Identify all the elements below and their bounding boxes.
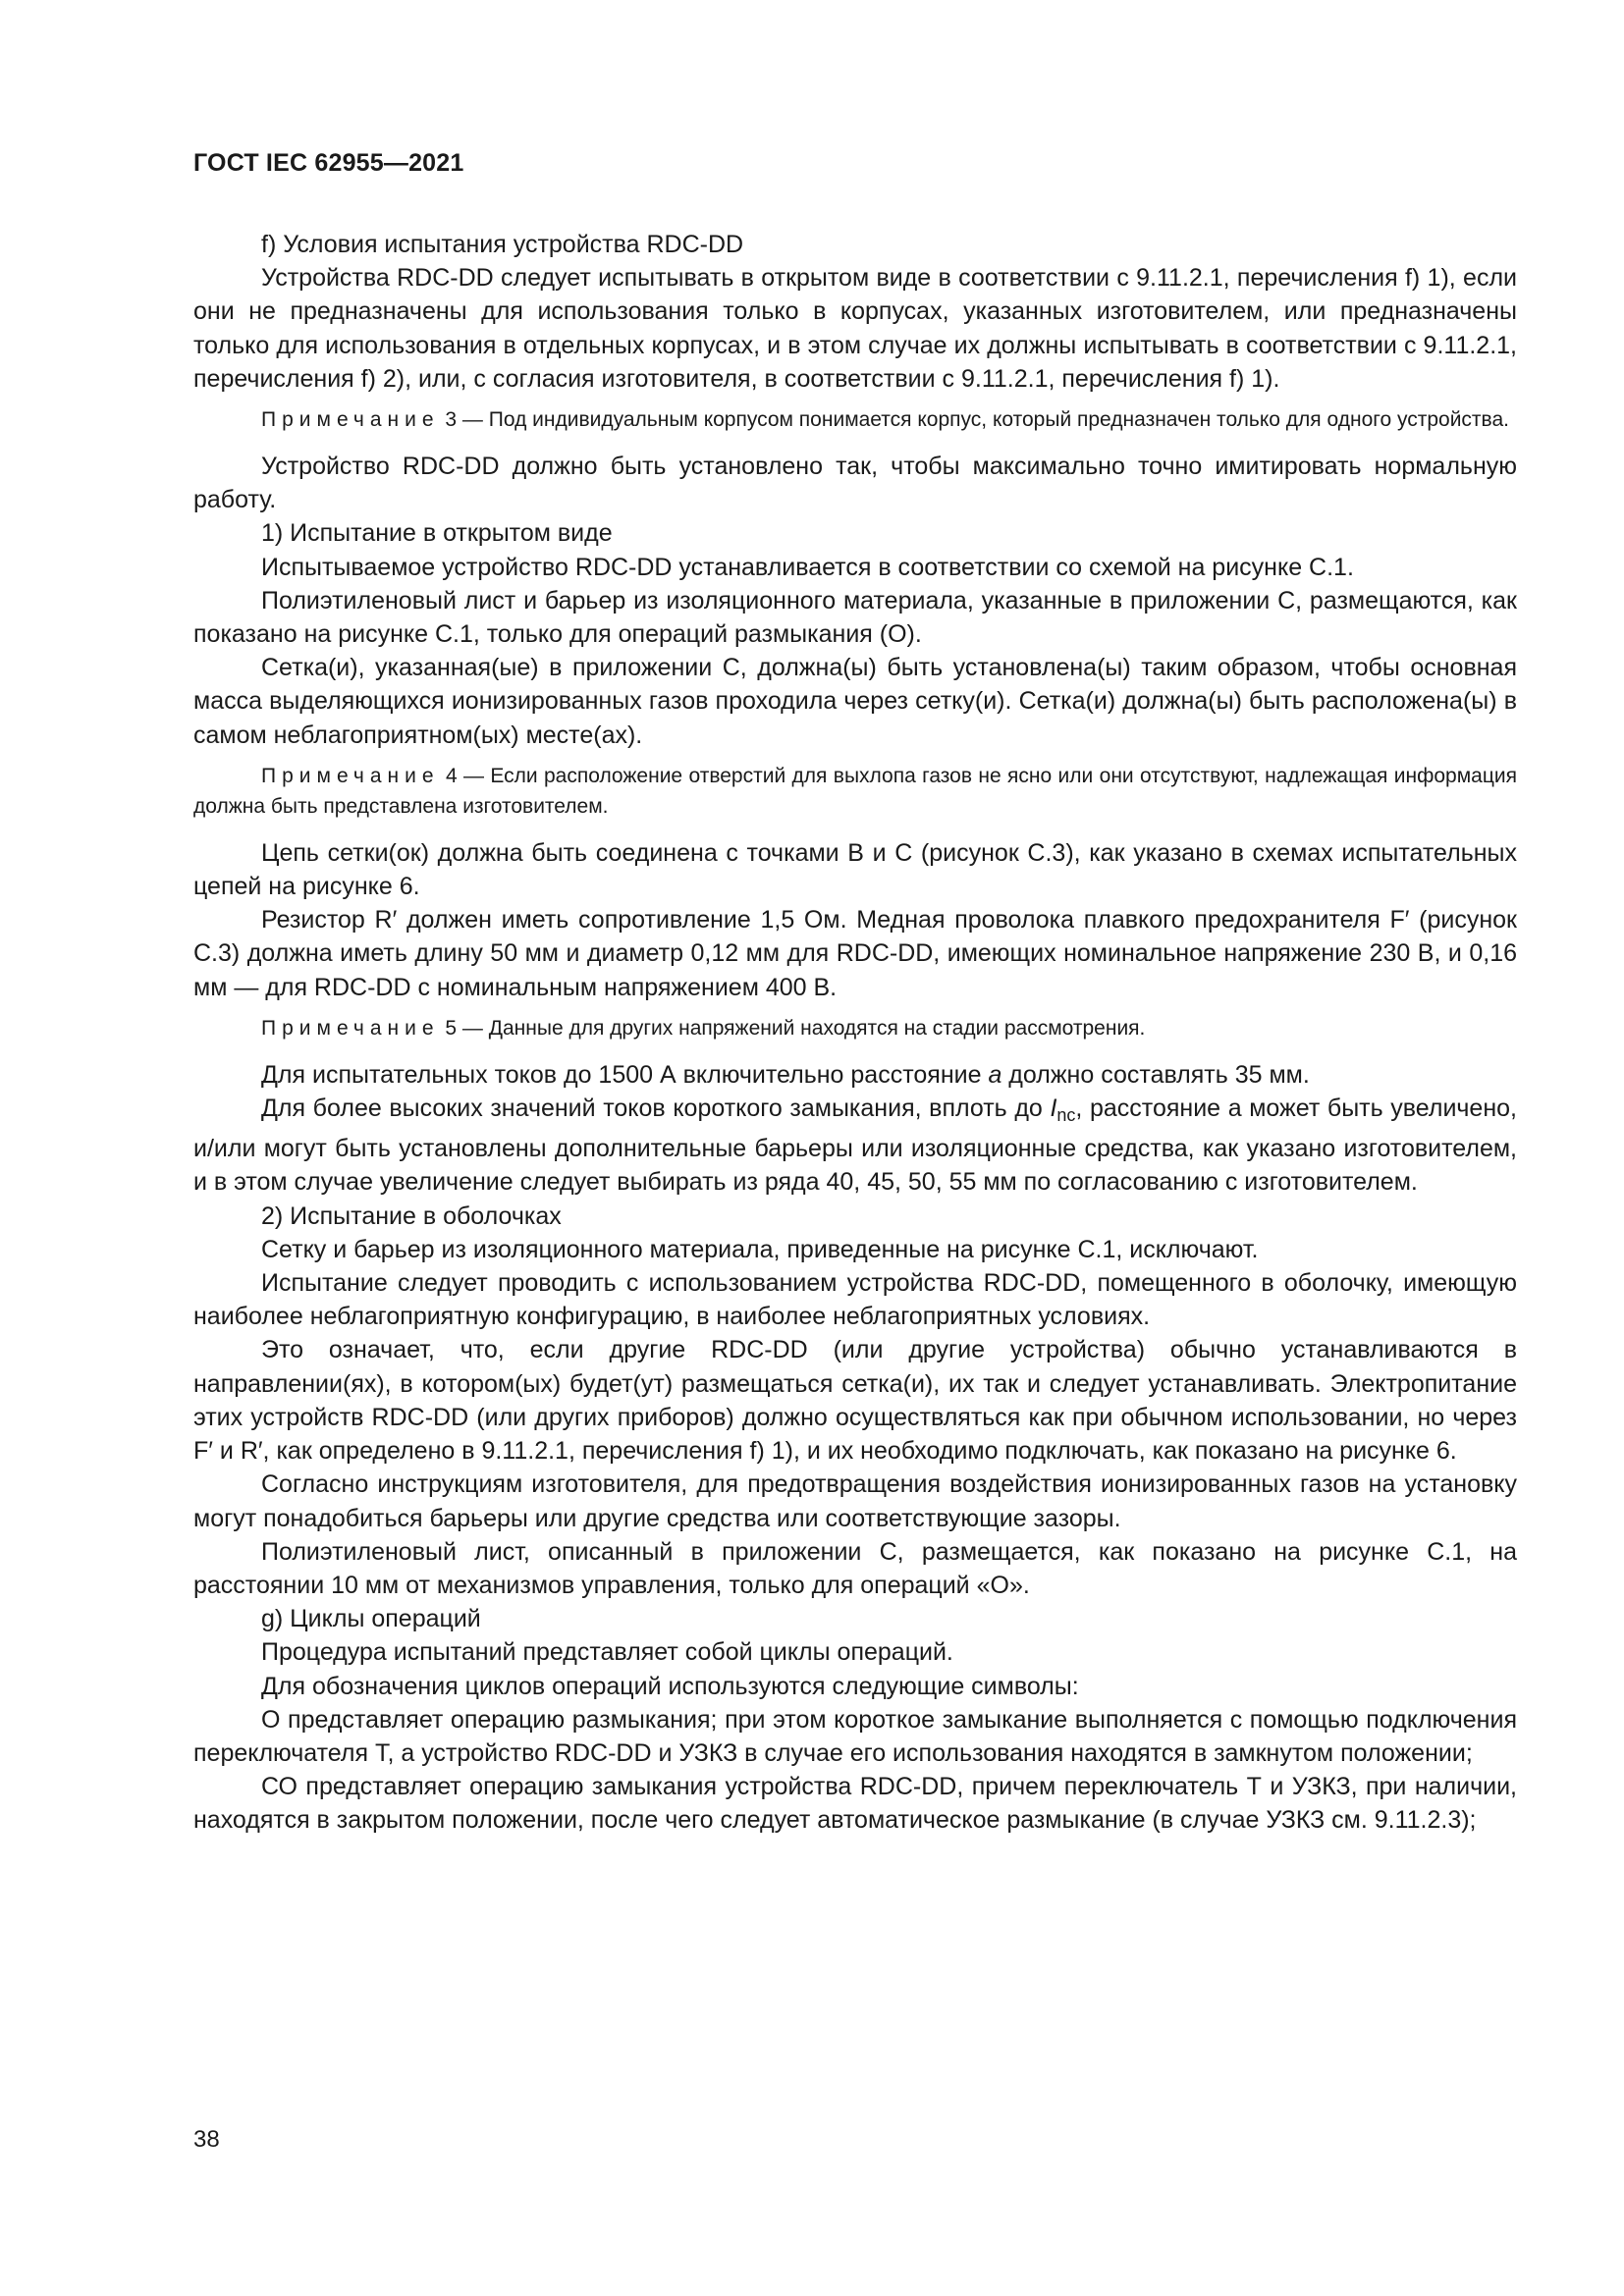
text-run: должно составлять 35 мм.: [1001, 1060, 1310, 1089]
page-number: 38: [193, 2126, 220, 2153]
paragraph: Испытание следует проводить с использованием устройства RDC-DD, помещенного в оболочку, имеющую наиболее неблагоприятную конфигурацию, в наиболее неблагоприятных условиях.: [193, 1269, 1517, 1331]
paragraph: Сетка(и), указанная(ые) в приложении С, должна(ы) быть установлена(ы) таким образом, чтобы основная масса выделяющихся ионизированных газов проходила через сетку(и). Сетка(и) должна(ы) быть расположена(ы) в самом неблагоприятном(ых) месте(ах).: [193, 654, 1517, 749]
paragraph: Испытываемое устройство RDC-DD устанавливается в соответствии со схемой на рисунке С.1.: [261, 553, 1354, 581]
document-header: ГОСТ IEC 62955—2021: [193, 149, 464, 177]
note-3: [193, 404, 1517, 435]
variable-i: I: [1050, 1095, 1057, 1123]
paragraph: Процедура испытаний представляет собой циклы операций.: [261, 1638, 953, 1667]
paragraph: СО представляет операцию замыкания устройства RDC-DD, причем переключатель Т и УЗКЗ, при наличии, находятся в закрытом положении, после чего следует автоматическое размыкание (в случае УЗКЗ см. 9.11.2.3);: [193, 1773, 1517, 1835]
note-label: Примечание: [261, 1016, 440, 1040]
paragraph: Для обозначения циклов операций используются следующие символы:: [261, 1672, 1079, 1700]
note-label: Примечание: [261, 408, 440, 432]
paragraph: Согласно инструкциям изготовителя, для предотвращения воздействия ионизированных газов на установку могут понадобиться барьеры или другие средства или соответствующие зазоры.: [193, 1470, 1517, 1532]
note-text: 5 — Данные для других напряжений находятся на стадии рассмотрения.: [445, 1016, 1146, 1040]
note-5: [193, 1013, 1517, 1043]
note-4: [193, 761, 1517, 822]
variable-a: a: [988, 1060, 1002, 1089]
paragraph: Сетку и барьер из изоляционного материала, приведенные на рисунке С.1, исключают.: [261, 1235, 1259, 1263]
paragraph: 2) Испытание в оболочках: [261, 1201, 562, 1230]
note-label: Примечание: [261, 764, 440, 787]
paragraph: О представляет операцию размыкания; при этом короткое замыкание выполняется с помощью подключения переключателя Т, а устройство RDC-DD и УЗКЗ в случае его использования находятся в замкнутом положении;: [193, 1705, 1517, 1767]
text-run: Для испытательных токов до 1500 А включительно расстояние: [261, 1060, 989, 1089]
paragraph: g) Циклы операций: [261, 1605, 481, 1633]
paragraph: [193, 1058, 1517, 1092]
paragraph: Полиэтиленовый лист и барьер из изоляционного материала, указанные в приложении С, размещаются, как показано на рисунке С.1, только для операций размыкания (О).: [193, 586, 1517, 649]
note-text: 4 — Если расположение отверстий для выхлопа газов не ясно или они отсутствуют, надлежащая информация должна быть представлена изготовителем.: [193, 764, 1517, 818]
paragraph: Устройство RDC-DD должно быть установлено так, чтобы максимально точно имитировать нормальную работу.: [193, 453, 1517, 514]
note-text: 3 — Под индивидуальным корпусом понимается корпус, который предназначен только для одного устройства.: [445, 408, 1509, 432]
paragraph: Цепь сетки(ок) должна быть соединена с точками В и С (рисунок С.3), как указано в схемах испытательных цепей на рисунке 6.: [193, 838, 1517, 901]
paragraph: 1) Испытание в открытом виде: [261, 519, 613, 548]
text-run: , расстояние а может быть увеличено, и/или могут быть установлены дополнительные барьеры или изоляционные средства, как указано изготовителем, и в этом случае увеличение следует выбирать из ряда 40, 45, 50, 55 мм по согласованию с изготовителем.: [193, 1095, 1517, 1197]
paragraph: Это означает, что, если другие RDC-DD (или другие устройства) обычно устанавливаются в направлении(ях), в котором(ых) будет(ут) размещаться сетка(и), их так и следует устанавливать. Электропитание этих устройств RDC-DD (или других приборов) должно осуществляться как при обычном использовании, но через F′ и R′, как определено в 9.11.2.1, перечисления f) 1), и их необходимо подключать, как показано на рисунке 6.: [193, 1336, 1517, 1466]
subscript-nc: nc: [1056, 1105, 1076, 1126]
paragraph: Полиэтиленовый лист, описанный в приложении С, размещается, как показано на рисунке С.1, на расстоянии 10 мм от механизмов управления, только для операций «О».: [193, 1537, 1517, 1599]
paragraph: f) Условия испытания устройства RDC-DD: [261, 231, 744, 258]
document-body: [193, 228, 1517, 1838]
paragraph: Резистор R′ должен иметь сопротивление 1,5 Ом. Медная проволока плавкого предохранителя F′ (рисунок С.3) должна иметь длину 50 мм и диаметр 0,12 мм для RDC-DD, имеющих номинальное напряжение 230 В, и 0,16 мм — для RDC-DD с номинальным напряжением 400 В.: [193, 906, 1517, 1001]
paragraph: Устройства RDC-DD следует испытывать в открытом виде в соответствии с 9.11.2.1, перечисления f) 1), если они не предназначены для использования только в корпусах, указанных изготовителем, или предназначены только для использования в отдельных корпусах, и в этом случае их должны испытывать в соответствии с 9.11.2.1, перечисления f) 2), или, с согласия изготовителя, в соответствии с 9.11.2.1, перечисления f) 1).: [193, 264, 1517, 393]
text-run: Для более высоких значений токов короткого замыкания, вплоть до: [261, 1095, 1051, 1123]
paragraph: [193, 1092, 1517, 1200]
